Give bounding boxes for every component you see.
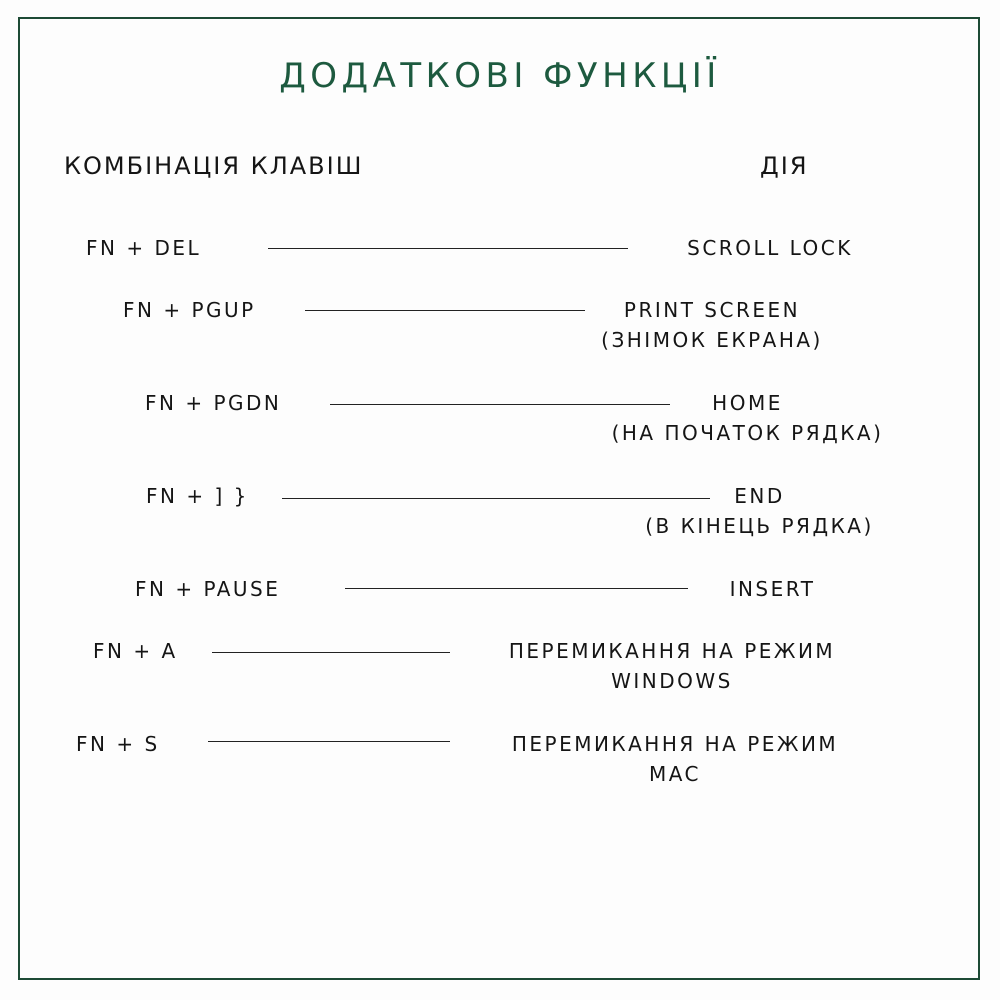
column-header-action: ДІЯ [760, 152, 809, 180]
connector-line [305, 310, 585, 311]
action-line: MAC [648, 762, 702, 786]
action-line: HOME [712, 391, 783, 415]
action-fn-pgdn [580, 388, 915, 448]
key-combination-fn-a: FN + A [93, 639, 178, 663]
connector-line [208, 741, 450, 742]
action-fn-a [462, 636, 882, 696]
action-fn-s [465, 729, 885, 789]
page-title: ДОДАТКОВІ ФУНКЦІЇ [279, 56, 721, 96]
key-combination-fn-s: FN + S [76, 732, 160, 756]
key-combination-fn-pgup: FN + PGUP [123, 298, 256, 322]
action-fn-del [640, 233, 900, 263]
action-fn-bracket [612, 481, 907, 541]
column-header-combination: КОМБІНАЦІЯ КЛАВІШ [64, 152, 364, 180]
action-line: (В КІНЕЦЬ РЯДКА) [645, 514, 874, 538]
action-line: (НА ПОЧАТОК РЯДКА) [611, 421, 884, 445]
key-combination-fn-bracket: FN + ] } [146, 484, 249, 508]
key-combination-fn-del: FN + DEL [86, 236, 202, 260]
action-line: ПЕРЕМИКАННЯ НА РЕЖИМ [508, 639, 836, 663]
connector-line [212, 652, 450, 653]
action-line: END [734, 484, 785, 508]
action-fn-pgup [572, 295, 852, 355]
action-line: SCROLL LOCK [687, 236, 853, 260]
key-combination-fn-pgdn: FN + PGDN [145, 391, 282, 415]
connector-line [345, 588, 688, 589]
action-fn-pause [690, 574, 855, 604]
key-combination-fn-pause: FN + PAUSE [135, 577, 281, 601]
action-line: WINDOWS [611, 669, 733, 693]
action-line: ПЕРЕМИКАННЯ НА РЕЖИМ [511, 732, 839, 756]
connector-line [268, 248, 628, 249]
action-line: PRINT SCREEN [623, 298, 801, 322]
action-line: (ЗНІМОК ЕКРАНА) [601, 328, 823, 352]
action-line: INSERT [729, 577, 816, 601]
